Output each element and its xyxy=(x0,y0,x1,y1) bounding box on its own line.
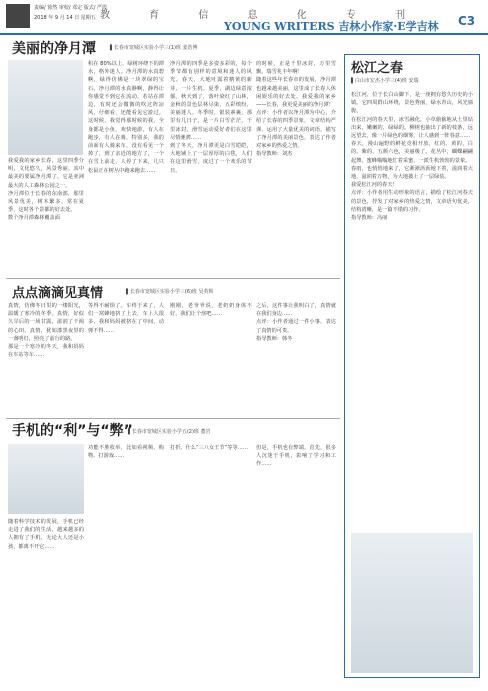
article-title: 美丽的净月潭 xyxy=(12,41,96,57)
article-photo xyxy=(8,60,83,155)
article-photo xyxy=(8,444,84,514)
article-column: 我爱我的家乡长春，这里四季分明，文化悠久，风景秀丽。其中最美的要属净月潭了，它是亚洲最大的人工森林公园之一。 净月潭位于长春的东南部，那里风景优美，树木繁多，常在夏季，这时各个景都的好去处。 数个净月潭森林覆盖面 xyxy=(8,158,84,222)
article-column: 随着科学技术的发展，手机已经走进了我们的生活，越来越多的人拥有了手机，无论大人还是小孩，都离不开它…… xyxy=(8,519,84,550)
article-column: 净月潭的四季是多姿多彩的，每个季节都有别样的意境和迷人的风光。春天，大地吐露着鹅黄的新芽，一片生机。夏季，湖边绿意浓郁。秋天到了，落叶染红了山林，金秋的景色层林尽染，五彩缤纷，美丽迷人。冬季时，银装素裹，那里有几日子，是一片白雪茫茫，千里冰封，滑雪运动爱好者们在这里尽情驰骋…… 到了冬天，净月潭更是白雪皑皑，大地铺上了一层厚厚的白毯，人们在这里滑雪，度过了一个欢乐的节日。 xyxy=(170,61,252,174)
article-photo xyxy=(351,533,473,673)
article-column: 之后，这件事让我明白了，真情就在我们身边…… 点评：小作者通过一件小事，表达了真情的可贵。 指导教师：韩冬 xyxy=(256,303,336,342)
article-column: 的时候，正是千里冰封，万里雪飘，瑞雪兆丰年啊！ 随着这些年长春市的发展，净月潭也越来越美丽，这里成了长春人休闲娱乐的好去处。我爱我的家乡——长春，我更爱美丽的净月潭！ 点评：小作者以净月潭为中心，介绍了长春的四季景象，文章结构严谨，运用了大量优美的词语，描写了净月潭的美丽景色，表达了作者对家乡的热爱之情。 指导教师：刘杰 xyxy=(256,61,336,158)
sidebar-box xyxy=(344,54,480,678)
article-column: 功能不胜枚举，比如看视频、购物、打游戏…… xyxy=(88,445,164,460)
article-column: 松江河，位于长白山脚下，是一座拥有悠久历史的小镇。它四周群山环绕，景色秀丽，绿水青山，风光旖旎。 在松江河的春天里，冰雪融化，小草偷偷地从土里钻出来，嫩嫩的，绿绿的。柳树也抽出了新的枝条，远远望去，像一片绿色的烟雾，让人感到一阵春意…… 春天，漫山遍野的鲜花竞相开放，红的、黄的、白的、紫的，五颜六色，美丽极了。花丛中，蝴蝶翩翩起舞，蜜蜂嗡嗡地忙着采蜜，一派生机勃勃的景象。 春雨，也悄悄地来了，它淅淅沥沥地下着，滋润着大地，滋润着万物，为大地披上了一层绿装。 我爱松江河的春天！ 点评：小作者用生动形象的语言，描绘了松江河春天的景色，抒发了对家乡的热爱之情，文章语句优美，结构清晰，是一篇不错的习作。 指导教师：冯丽 xyxy=(351,92,473,222)
article-title: 手机的“利”与“弊” xyxy=(12,423,133,439)
editor-line: 责编/ 徐然 审校/ 邓定 版式/ 严霞 xyxy=(34,5,108,11)
article-byline: ▌长春市宽城区实验小学三(6)班 吴英辉 xyxy=(126,289,214,295)
article-column: 但是，手机也有弊端。首先，很多人沉迷于手机，影响了学习和工作…… xyxy=(256,445,336,468)
column-title: YOUNG WRITERS 吉林小作家·E学吉林 xyxy=(224,20,439,33)
article-title: 松江之春 xyxy=(351,61,404,76)
article-column: 真情，仿佛冬日里的一缕阳光，温暖了寒冷的冬季。真情，好似久旱后的一场甘露，滋润了干渴的心田。真情，犹如漆黑夜里的一盏明灯，照亮了前行的路。 那是一个寒冷的冬天，我和妈妈在车站等车…… xyxy=(8,303,84,359)
article-byline: ▌长春市宽城区实验小学五(2)班 董岩 xyxy=(128,429,211,435)
article-column: 积在 80%以上，绿树环绕下的潭水，格外迷人。净月潭的水真碧啊，绿得仿佛是一块翠绿的宝石。净月潭的水真静啊，静得让你感觉不到它在流动。若站在潭边，有时还会微微的吹过阵凉风，仔细看，还能看见它游过。这时候，我觉得那时候的我，全身都是小鱼，欢快地游，有人在跑步，有人在骑，特别多，我的前面有人骑来车，没有看见一个掉了，到了亲近的地方了，一个在雪上前走，人停了下来，几只松鼠正在树丛中跑来跑去…… xyxy=(88,61,164,174)
header-rule xyxy=(0,33,488,35)
article-column: 打折、什么“三八女王节”等等…… xyxy=(170,445,249,451)
page-number: C3 xyxy=(458,14,476,28)
article-title: 点点滴滴见真情 xyxy=(12,286,104,301)
divider xyxy=(6,418,340,419)
page-header xyxy=(0,0,488,34)
qr-code-icon xyxy=(6,4,30,28)
article-column: 等得不耐烦了。车终于来了，人们一窝蜂地挤了上去，车上人很多，我和妈妈被挤在了中间，动弹不得…… xyxy=(88,303,164,334)
article-column: 刚刚，老爷爷说，老奶奶身体不好，我们让个座吧…… xyxy=(170,303,252,318)
article-byline: ▌长春市宽城区实验小学三(1)班 姜浩博 xyxy=(110,45,198,51)
article-byline: ▌白山市宏杰小学三(4)班 安瑞 xyxy=(351,78,419,84)
section-tagline: 教 育 信 息 化 专 刊 xyxy=(100,10,424,21)
date-line: 2018 年 9 月 14 日 星期五 xyxy=(34,15,96,21)
divider xyxy=(6,278,340,279)
